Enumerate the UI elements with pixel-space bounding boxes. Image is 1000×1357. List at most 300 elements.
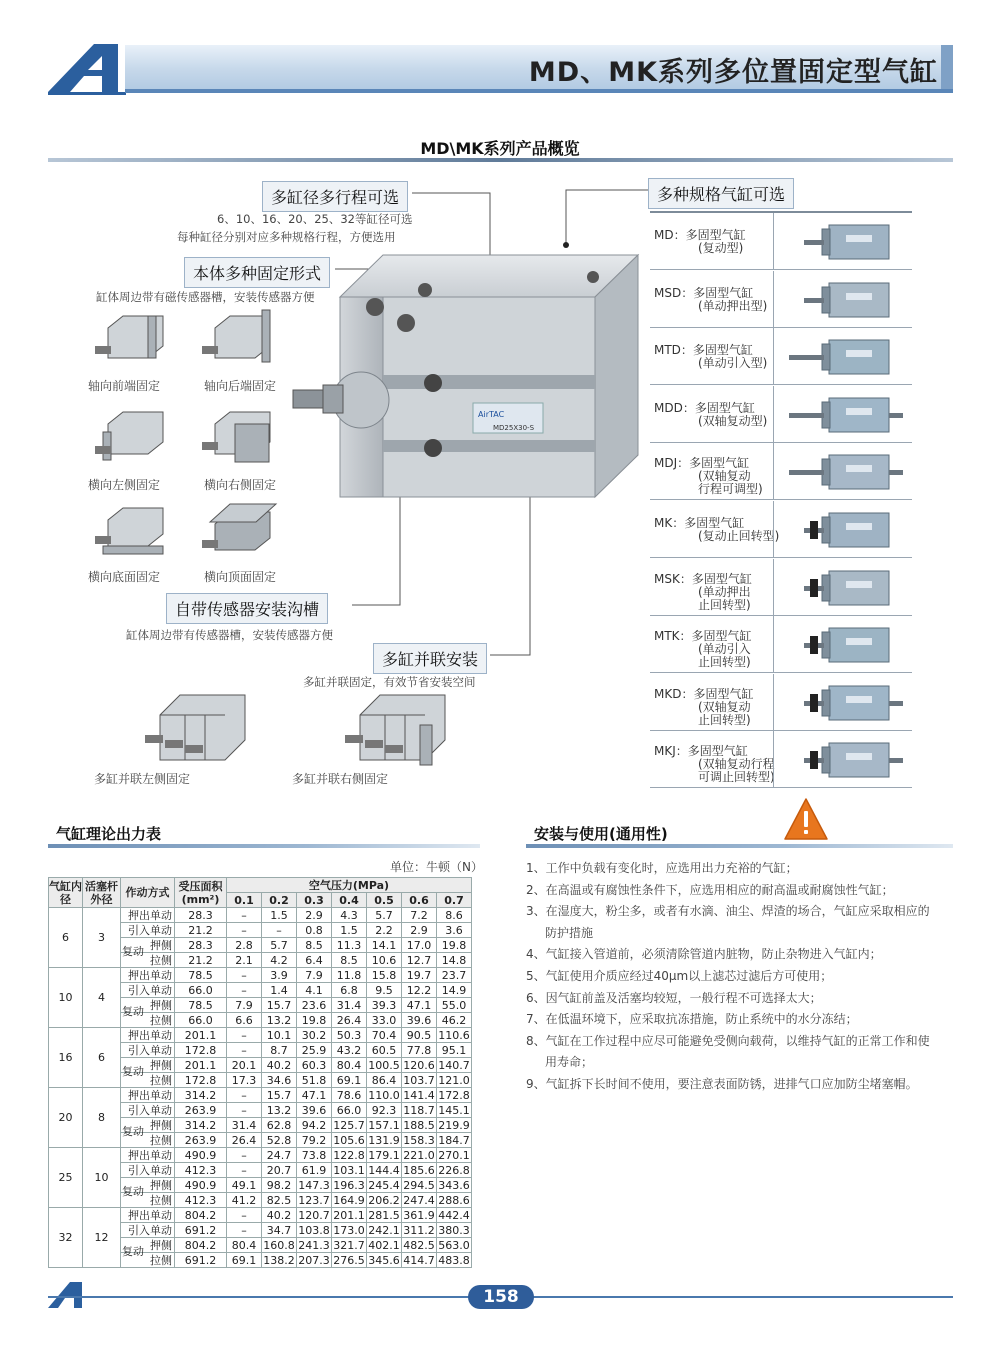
spec-row-image	[773, 386, 913, 442]
force-cell: 7.9	[297, 968, 332, 983]
mount-caption-3: 横向左侧固定	[88, 478, 161, 492]
bore-cell: 25	[49, 1148, 83, 1208]
force-cell: 50.3	[332, 1028, 367, 1043]
force-cell: 11.8	[332, 968, 367, 983]
spec-line-2: (单动押出型)	[698, 298, 768, 313]
header-pressure-value: 0.6	[402, 893, 437, 908]
force-cell: 7.2	[402, 908, 437, 923]
force-cell: 100.5	[368, 1058, 400, 1072]
force-cell: 196.3	[333, 1178, 365, 1192]
spec-line-2: (双轴复动	[698, 699, 751, 714]
callout-bore-stroke-desc2: 每种缸径分别对应多种规格行程，方便选用	[177, 230, 396, 244]
force-cell: 188.5	[403, 1118, 435, 1132]
force-cell: 12.2	[402, 983, 437, 998]
mode-side-label: 押侧	[150, 1118, 172, 1132]
force-cell: 60.5	[367, 1043, 402, 1058]
parallel-caption-1: 多缸并联左侧固定	[94, 772, 191, 786]
bore-cell: 20	[49, 1088, 83, 1148]
mode-double-label: 复动	[122, 1245, 144, 1258]
spec-line-1: MDD：多固型气缸	[654, 400, 755, 415]
mount-axial-rear-image	[200, 308, 280, 368]
force-cell: 9.5	[367, 983, 402, 998]
area-cell: 66.0	[175, 1013, 227, 1028]
force-cell: 221.0	[403, 1148, 435, 1162]
area-cell: 263.9	[175, 1103, 227, 1118]
force-cell: –	[227, 1148, 262, 1163]
mount-axial-front-image	[93, 308, 173, 368]
spec-row-text	[654, 573, 752, 612]
force-cell: 219.9	[438, 1118, 470, 1132]
force-cell: 70.4	[367, 1028, 402, 1043]
bore-cell: 10	[49, 968, 83, 1028]
callout-parallel-desc: 多缸并联固定，有效节省安装空间	[303, 675, 476, 689]
spec-line-3: 止回转型)	[698, 655, 751, 670]
force-cell: 66.0	[332, 1103, 367, 1118]
force-cell: 80.4	[332, 1058, 367, 1073]
force-cell: 77.8	[402, 1043, 437, 1058]
force-cell: 157.1	[368, 1118, 400, 1132]
install-item: 8、气缸在工作过程中应尽可能避免受侧向载荷，以维持气缸的正常工作和使	[526, 1033, 930, 1048]
mode-side-label: 拉侧	[150, 1133, 172, 1147]
spec-row-text	[654, 457, 763, 496]
force-cell: 14.1	[367, 938, 402, 953]
force-cell: 39.6	[297, 1103, 332, 1118]
force-cell: 361.9	[403, 1208, 435, 1222]
force-cell: 206.2	[368, 1193, 400, 1207]
force-cell: 118.7	[403, 1103, 435, 1117]
spec-row-image	[773, 328, 913, 384]
spec-row	[650, 443, 912, 500]
force-cell: 2.8	[227, 938, 262, 953]
force-cell: 19.7	[402, 968, 437, 983]
parallel-left-image	[140, 685, 255, 770]
mode-cell	[121, 1073, 175, 1088]
bore-cell: 16	[49, 1028, 83, 1088]
force-cell: 98.2	[262, 1178, 297, 1193]
spec-line-1: MSK：多固型气缸	[654, 571, 752, 586]
install-item: 1、工作中负载有变化时，应选用出力充裕的气缸；	[526, 861, 798, 875]
force-cell: 13.2	[262, 1103, 297, 1118]
rod-cell: 6	[83, 1028, 121, 1088]
force-cell: 79.2	[297, 1133, 332, 1148]
mount-bottom-image	[93, 500, 173, 560]
force-cell: 80.4	[227, 1238, 262, 1253]
install-item: 2、在高温或有腐蚀性条件下，应选用相应的耐高温或耐腐蚀性气缸；	[526, 882, 894, 897]
table-row	[49, 968, 472, 983]
rod-cell: 3	[83, 908, 121, 968]
spec-line-2: (单动引入型)	[698, 356, 768, 371]
force-cell: 294.5	[403, 1178, 435, 1192]
force-cell: 39.3	[367, 998, 402, 1013]
spec-row-text	[654, 688, 753, 727]
callout-bore-stroke-desc1: 6、10、16、20、25、32等缸径可选	[217, 212, 413, 226]
force-cell: 24.7	[262, 1148, 297, 1163]
area-cell: 172.8	[175, 1043, 227, 1058]
force-cell: 120.6	[403, 1058, 435, 1072]
force-cell: 95.1	[437, 1043, 472, 1058]
mount-side-left-image	[93, 404, 173, 464]
header-pressure-value: 0.4	[332, 893, 367, 908]
area-cell: 172.8	[175, 1073, 227, 1088]
mode-cell: 引入单动	[121, 1043, 175, 1058]
spec-row-image	[773, 674, 913, 730]
area-cell: 490.9	[175, 1178, 227, 1193]
force-cell: 201.1	[333, 1208, 365, 1222]
spec-row-image	[773, 443, 913, 499]
mode-cell: 引入单动	[121, 1223, 175, 1238]
rod-cell: 12	[83, 1208, 121, 1268]
force-cell: –	[227, 1223, 262, 1238]
spec-row	[650, 213, 912, 270]
force-cell: 6.4	[297, 953, 332, 968]
spec-line-3: 行程可调型)	[698, 482, 763, 497]
force-cell: 49.1	[227, 1178, 262, 1193]
force-cell: 4.3	[332, 908, 367, 923]
area-cell: 412.3	[175, 1163, 227, 1178]
mount-caption-5: 横向底面固定	[88, 570, 161, 584]
spec-line-2: (单动押出	[698, 584, 751, 599]
spec-line-2: (复动型)	[698, 241, 744, 255]
force-cell: 14.8	[437, 953, 472, 968]
spec-row-image	[773, 559, 913, 615]
force-cell: 15.7	[262, 1088, 297, 1103]
spec-line-1: MSD：多固型气缸	[654, 285, 754, 300]
header-pressure-value: 0.7	[437, 893, 472, 908]
force-cell: 52.8	[262, 1133, 297, 1148]
spec-line-1: MTK：多固型气缸	[654, 629, 752, 644]
force-cell: 311.2	[403, 1223, 435, 1237]
bore-cell: 6	[49, 908, 83, 968]
mount-caption-2: 轴向后端固定	[204, 379, 277, 393]
spec-line-3: 止回转型)	[698, 597, 751, 612]
force-cell: 343.6	[438, 1178, 470, 1192]
table-row	[49, 1028, 472, 1043]
rod-cell: 8	[83, 1088, 121, 1148]
mode-side-label: 押侧	[150, 1238, 172, 1252]
force-cell: –	[227, 1103, 262, 1118]
overview-title: MD\MK系列产品概览	[420, 139, 580, 158]
force-cell: 7.9	[227, 998, 262, 1013]
cylinder-brand-label: AirTAC	[478, 410, 505, 419]
force-cell: 4.2	[262, 953, 297, 968]
force-cell: 13.2	[262, 1013, 297, 1028]
force-cell: 40.2	[262, 1208, 297, 1223]
force-cell: 8.5	[332, 953, 367, 968]
force-cell: 147.3	[298, 1178, 330, 1192]
area-cell: 21.2	[175, 953, 227, 968]
force-cell: 2.9	[297, 908, 332, 923]
mode-cell: 押出单动	[121, 908, 175, 923]
mode-cell	[121, 1238, 175, 1258]
spec-line-2: (双轴复动行程	[698, 757, 775, 772]
force-cell: 122.8	[333, 1148, 365, 1162]
force-cell: –	[227, 1043, 262, 1058]
force-cell: 62.8	[262, 1118, 297, 1133]
force-cell: 73.8	[297, 1148, 332, 1163]
mode-double-label: 复动	[122, 945, 144, 958]
force-cell: 14.9	[437, 983, 472, 998]
mode-side-label: 押侧	[150, 1058, 172, 1072]
mode-side-label: 拉侧	[150, 953, 172, 967]
area-cell: 201.1	[175, 1028, 227, 1043]
force-cell: 34.7	[262, 1223, 297, 1238]
mode-cell	[121, 953, 175, 968]
spec-row-text	[654, 229, 746, 255]
force-cell: 39.6	[402, 1013, 437, 1028]
mode-cell	[121, 938, 175, 958]
mode-cell	[121, 1253, 175, 1268]
header-pressure: 空气压力(MPa)	[227, 878, 472, 893]
mode-side-label: 拉侧	[150, 1073, 172, 1087]
force-cell: 270.1	[438, 1148, 470, 1162]
force-cell: 69.1	[332, 1073, 367, 1088]
rod-cell: 4	[83, 968, 121, 1028]
mode-cell: 押出单动	[121, 1208, 175, 1223]
force-cell: –	[227, 908, 262, 923]
force-cell: –	[227, 1208, 262, 1223]
force-cell: 380.3	[438, 1223, 470, 1237]
mode-side-label: 拉侧	[150, 1013, 172, 1027]
spec-line-1: MTD：多固型气缸	[654, 343, 753, 358]
force-cell: 25.9	[297, 1043, 332, 1058]
force-cell: –	[227, 1088, 262, 1103]
force-cell: 5.7	[262, 938, 297, 953]
force-cell: 160.8	[263, 1238, 295, 1252]
force-cell: 185.6	[403, 1163, 435, 1177]
spec-line-1: MDJ：多固型气缸	[654, 456, 750, 471]
force-cell: 46.2	[437, 1013, 472, 1028]
force-cell: –	[262, 923, 297, 938]
force-cell: 276.5	[333, 1253, 365, 1267]
install-item: 9、气缸拆下长时间不使用，要注意表面防锈，进排气口应加防尘堵塞帽。	[526, 1076, 918, 1091]
force-cell: 158.3	[403, 1133, 435, 1147]
header-bore: 气缸内径	[49, 879, 82, 906]
force-cell: 23.6	[297, 998, 332, 1013]
callout-fixing-desc: 缸体周边带有磁传感器槽，安装传感器方便	[96, 290, 315, 304]
force-cell: 17.3	[227, 1073, 262, 1088]
cylinder-model-label: MD25X30-S	[493, 424, 535, 432]
mode-cell	[121, 1133, 175, 1148]
spec-row	[650, 271, 912, 328]
spec-line-2: (双轴复动型)	[698, 413, 768, 428]
area-cell: 804.2	[175, 1208, 227, 1223]
force-cell: 11.3	[332, 938, 367, 953]
callout-fixing: 本体多种固定形式	[184, 257, 330, 288]
mode-double-label: 复动	[122, 1125, 144, 1138]
force-cell: –	[227, 968, 262, 983]
parallel-right-image	[340, 685, 455, 770]
force-cell: 144.4	[368, 1163, 400, 1177]
spec-line-2: (双轴复动	[698, 469, 751, 484]
spec-row-image	[773, 501, 913, 557]
table-row	[49, 908, 472, 923]
area-cell: 28.3	[175, 938, 227, 953]
force-cell: 10.6	[367, 953, 402, 968]
mode-side-label: 拉侧	[150, 1253, 172, 1267]
force-cell: 1.5	[332, 923, 367, 938]
install-list	[526, 858, 951, 1096]
force-cell: 103.7	[403, 1073, 435, 1087]
area-cell: 78.5	[175, 968, 227, 983]
area-cell: 804.2	[175, 1238, 227, 1253]
spec-row-image	[773, 731, 913, 787]
force-cell: 3.9	[262, 968, 297, 983]
mode-cell	[121, 1178, 175, 1198]
spec-row-text	[654, 745, 775, 784]
header-pressure-value: 0.3	[297, 893, 332, 908]
mount-caption-1: 轴向前端固定	[88, 379, 161, 393]
mode-cell	[121, 1058, 175, 1078]
force-cell: 23.7	[437, 968, 472, 983]
header-area: 受压面积(mm²)	[175, 878, 227, 908]
page-number: 158	[468, 1285, 534, 1309]
force-cell: 482.5	[403, 1238, 435, 1252]
area-cell: 314.2	[175, 1118, 227, 1133]
force-cell: 33.0	[367, 1013, 402, 1028]
header-pressure-value: 0.5	[367, 893, 402, 908]
spec-line-3: 可调止回转型)	[698, 770, 775, 785]
area-cell: 21.2	[175, 923, 227, 938]
force-cell: 15.8	[367, 968, 402, 983]
spec-line-1: MK：多固型气缸	[654, 516, 745, 530]
force-cell: 92.3	[367, 1103, 402, 1118]
force-cell: 30.2	[297, 1028, 332, 1043]
mount-side-right-image	[200, 404, 280, 464]
force-cell: 10.1	[262, 1028, 297, 1043]
force-cell: 15.7	[262, 998, 297, 1013]
force-cell: 442.4	[438, 1208, 470, 1222]
force-cell: 110.6	[438, 1028, 470, 1042]
install-item: 防护措施	[545, 925, 594, 940]
callout-sensor-groove: 自带传感器安装沟槽	[166, 593, 328, 624]
spec-row-image	[773, 213, 913, 269]
main-cylinder-image	[283, 235, 643, 505]
force-cell: 226.8	[438, 1163, 470, 1177]
force-cell: 2.1	[227, 953, 262, 968]
force-cell: 245.4	[368, 1178, 400, 1192]
force-cell: 12.7	[402, 953, 437, 968]
callout-specs: 多种规格气缸可选	[648, 178, 794, 209]
force-table-title: 气缸理论出力表	[56, 825, 162, 843]
force-cell: 43.2	[332, 1043, 367, 1058]
force-cell: –	[227, 1028, 262, 1043]
parallel-caption-2: 多缸并联右侧固定	[292, 772, 389, 786]
mode-cell	[121, 998, 175, 1018]
spec-row	[650, 616, 912, 673]
force-cell: 138.2	[263, 1253, 295, 1267]
force-cell: 345.6	[368, 1253, 400, 1267]
spec-row	[650, 731, 912, 788]
install-item: 用寿命；	[545, 1055, 594, 1070]
force-cell: 41.2	[227, 1193, 262, 1208]
force-cell: 3.6	[437, 923, 472, 938]
force-cell: 110.0	[368, 1088, 400, 1102]
table-row	[49, 1148, 472, 1163]
force-cell: 61.9	[297, 1163, 332, 1178]
bore-cell: 32	[49, 1208, 83, 1268]
force-cell: 17.0	[402, 938, 437, 953]
spec-row-image	[773, 616, 913, 672]
mode-cell	[121, 1118, 175, 1138]
area-cell: 412.3	[175, 1193, 227, 1208]
header-pressure-value: 0.2	[262, 893, 297, 908]
force-cell: 288.6	[438, 1193, 470, 1207]
callout-bore-stroke: 多缸径多行程可选	[262, 181, 408, 212]
force-cell: 123.7	[298, 1193, 330, 1207]
area-cell: 314.2	[175, 1088, 227, 1103]
force-cell: –	[227, 1163, 262, 1178]
force-cell: 207.3	[298, 1253, 330, 1267]
force-cell: 60.3	[297, 1058, 332, 1073]
force-cell: 8.7	[262, 1043, 297, 1058]
page-title: MD、MK系列多位置固定型气缸	[528, 57, 938, 88]
force-cell: 2.9	[402, 923, 437, 938]
area-cell: 691.2	[175, 1253, 227, 1268]
force-cell: 19.8	[437, 938, 472, 953]
force-cell: 26.4	[332, 1013, 367, 1028]
force-cell: 8.6	[437, 908, 472, 923]
mode-cell: 押出单动	[121, 1148, 175, 1163]
force-cell: 179.1	[368, 1148, 400, 1162]
mode-cell: 引入单动	[121, 1103, 175, 1118]
force-cell: 69.1	[227, 1253, 262, 1268]
force-cell: 2.2	[367, 923, 402, 938]
header-pressure-value: 0.1	[227, 893, 262, 908]
spec-line-1: MKJ：多固型气缸	[654, 744, 748, 759]
spec-row	[650, 328, 912, 385]
mode-cell: 引入单动	[121, 983, 175, 998]
force-cell: 6.6	[227, 1013, 262, 1028]
mode-cell: 押出单动	[121, 968, 175, 983]
header-rod: 活塞杆外径	[83, 878, 121, 908]
mode-cell: 押出单动	[121, 1088, 175, 1103]
mount-caption-4: 横向右侧固定	[204, 478, 277, 492]
install-item: 7、在低温环境下，应采取抗冻措施，防止系统中的水分冻结；	[526, 1012, 858, 1027]
mode-double-label: 复动	[122, 1065, 144, 1078]
force-cell: 247.4	[403, 1193, 435, 1207]
area-cell: 66.0	[175, 983, 227, 998]
force-cell: 242.1	[368, 1223, 400, 1237]
force-cell: 4.1	[297, 983, 332, 998]
mount-caption-6: 横向顶面固定	[204, 570, 277, 584]
force-cell: 90.5	[402, 1028, 437, 1043]
spec-row	[650, 559, 912, 616]
force-cell: 121.0	[438, 1073, 470, 1087]
mode-cell	[121, 1193, 175, 1208]
force-cell: 86.4	[367, 1073, 402, 1088]
force-table-divider	[48, 844, 480, 848]
force-cell: 105.6	[333, 1133, 365, 1147]
force-cell: 281.5	[368, 1208, 400, 1222]
force-cell: 40.2	[262, 1058, 297, 1073]
spec-row-text	[654, 344, 767, 370]
spec-row-text	[654, 517, 779, 543]
install-item: 3、在湿度大，粉尘多，或者有水滴、油尘、焊渣的场合，气缸应采取相应的	[526, 904, 930, 919]
force-cell: 82.5	[262, 1193, 297, 1208]
force-table	[48, 877, 472, 1268]
force-cell: 103.1	[333, 1163, 365, 1177]
spec-row	[650, 386, 912, 443]
area-cell: 201.1	[175, 1058, 227, 1073]
spec-line-1: MD：多固型气缸	[654, 228, 746, 242]
spec-row-text	[654, 402, 767, 428]
spec-line-1: MKD：多固型气缸	[654, 686, 754, 701]
force-cell: 0.8	[297, 923, 332, 938]
install-item: 5、气缸使用介质应经过40μm以上滤芯过滤后方可使用；	[526, 968, 833, 983]
force-cell: 321.7	[333, 1238, 365, 1252]
force-cell: 6.8	[332, 983, 367, 998]
force-cell: 402.1	[368, 1238, 400, 1252]
